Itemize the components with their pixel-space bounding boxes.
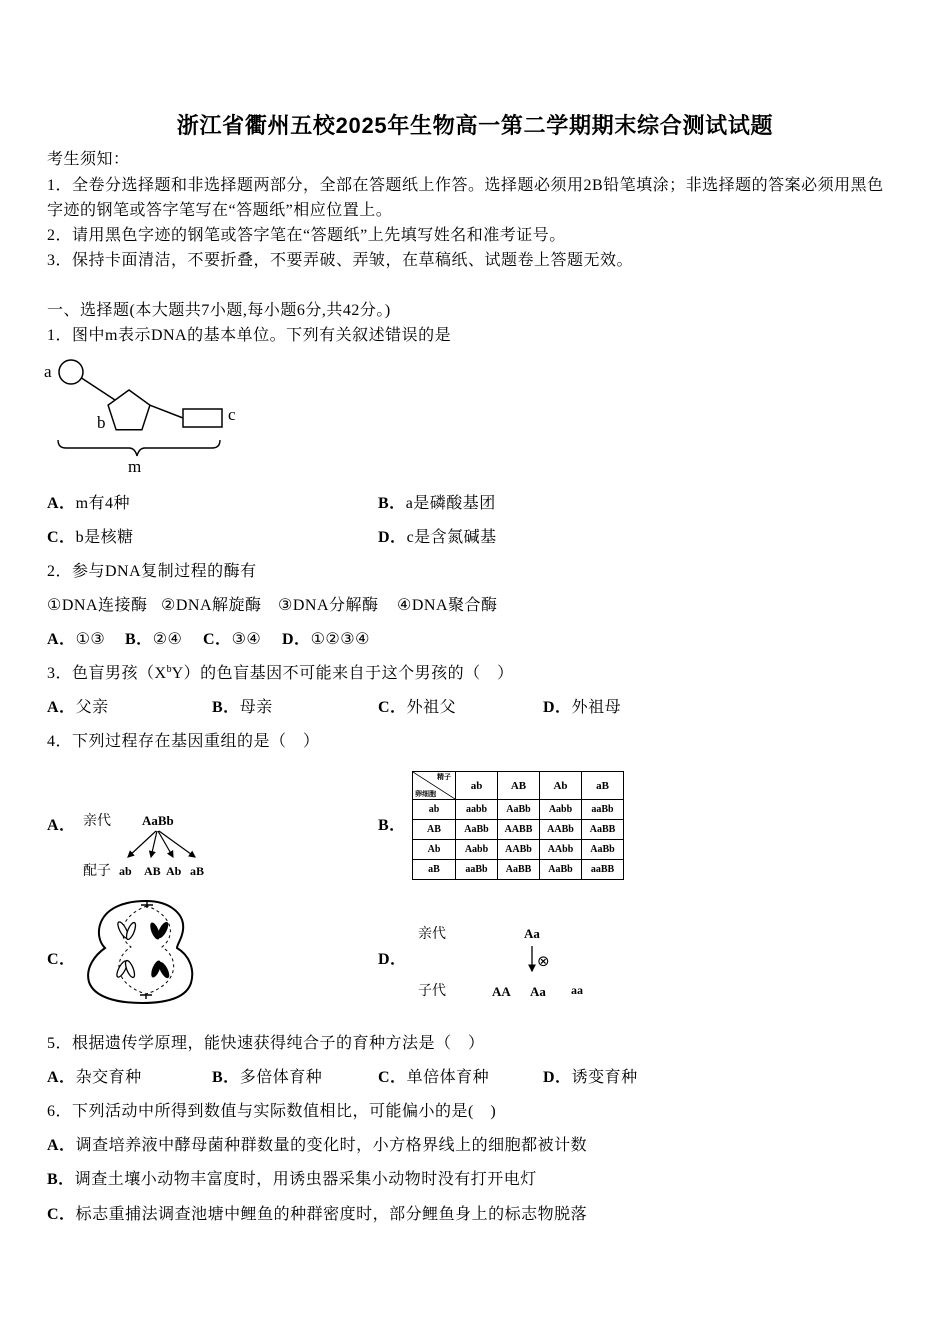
- option-label: A．: [47, 631, 76, 648]
- table-cell: AaBb: [456, 820, 498, 840]
- notice-line-1: 1．全卷分选择题和非选择题两部分，全部在答题纸上作答。选择题必须用2B铅笔填涂；非选择题的答案必须用黑色: [47, 177, 884, 194]
- cell-membrane-outline: [88, 901, 192, 1003]
- offspring-3: aa: [571, 983, 583, 997]
- table-row: [413, 860, 624, 880]
- option-text: 杂交育种: [75, 1069, 142, 1086]
- document-title: 浙江省衢州五校2025年生物高一第二学期期末综合测试试题: [176, 113, 774, 138]
- q6-option-b: [47, 1170, 537, 1190]
- table-corner-cell: [413, 772, 456, 800]
- offspring-1: AA: [492, 984, 511, 999]
- connector-line-b-c: [150, 405, 183, 418]
- parent-genotype: Aa: [524, 926, 540, 941]
- column-header: ab: [456, 772, 498, 800]
- parent-label: 亲代: [418, 927, 446, 942]
- option-label: D．: [282, 631, 311, 648]
- option-label: C．: [203, 631, 232, 648]
- option-text: 外祖母: [571, 699, 622, 716]
- table-row: [413, 800, 624, 820]
- nucleotide-pentagon-b: [108, 390, 150, 430]
- q1-option-d: [378, 528, 497, 548]
- option-label: B．: [212, 1069, 240, 1086]
- option-text: b是核糖: [75, 529, 134, 546]
- q4-option-a-label: A．: [47, 817, 76, 834]
- table-cell: aaBb: [456, 860, 498, 880]
- section-heading: 一、选择题(本大题共7小题,每小题6分,共42分。): [47, 302, 391, 319]
- option-label: D．: [378, 529, 407, 546]
- q5-option-b: [212, 1068, 322, 1088]
- q5-stem: 5．根据遗传学原理，能快速获得纯合子的育种方法是（ ）: [47, 1035, 485, 1052]
- table-row: [413, 840, 624, 860]
- q3-stem: [47, 664, 514, 684]
- option-text: 标志重捕法调查池塘中鲤鱼的种群密度时，部分鲤鱼身上的标志物脱落: [75, 1206, 588, 1223]
- table-cell: AABb: [540, 820, 582, 840]
- table-header-row: [413, 772, 624, 800]
- table-cell: aaBb: [582, 800, 624, 820]
- offspring-label: 子代: [418, 984, 446, 999]
- option-label: C．: [378, 699, 407, 716]
- option-text: 外祖父: [406, 699, 457, 716]
- row-header: aB: [413, 860, 456, 880]
- table-cell: aabb: [456, 800, 498, 820]
- option-text: m有4种: [75, 495, 131, 512]
- option-label: A．: [47, 699, 76, 716]
- q5-option-a: [47, 1068, 142, 1088]
- row-header: Ab: [413, 840, 456, 860]
- option-label: A．: [47, 495, 76, 512]
- table-cell: aaBB: [582, 860, 624, 880]
- q2-option-c: [203, 630, 261, 650]
- parent-label: 亲代: [83, 814, 111, 829]
- row-header: AB: [413, 820, 456, 840]
- option-text: a是磷酸基团: [405, 495, 496, 512]
- brace-m: [58, 440, 220, 456]
- offspring-2: Aa: [530, 984, 546, 999]
- diagram-label-a: a: [44, 362, 52, 381]
- q2-enzyme-3: ③DNA分解酶: [278, 597, 379, 614]
- option-label: C．: [47, 1206, 76, 1223]
- pole-bottom-mark: [140, 995, 152, 999]
- option-text: 母亲: [239, 699, 273, 716]
- q3-option-a: [47, 698, 109, 718]
- q4-d-selfing-diagram: [410, 915, 600, 1005]
- corner-label-sperm: 精子: [437, 773, 451, 781]
- arrow-to-gamete-3: [158, 831, 173, 857]
- option-text: 调查土壤小动物丰富度时，用诱虫器采集小动物时没有打开电灯: [74, 1171, 537, 1188]
- nucleotide-circle-a: [59, 360, 83, 384]
- q6-stem: 6．下列活动中所得到数值与实际数值相比，可能偏小的是( ): [47, 1103, 497, 1120]
- option-text: c是含氮碱基: [406, 529, 497, 546]
- chromosome-upper-left-white: [116, 921, 137, 941]
- q2-option-a: [47, 630, 105, 650]
- q4-option-c-label: C．: [47, 951, 76, 968]
- option-text: 诱变育种: [571, 1069, 638, 1086]
- q1-nucleotide-diagram: [40, 355, 250, 475]
- q4-option-d-label: D．: [378, 951, 407, 968]
- option-text: ②④: [152, 631, 183, 648]
- option-label: A．: [47, 1069, 76, 1086]
- table-cell: AaBB: [498, 860, 540, 880]
- gamete-1: ab: [119, 864, 132, 878]
- column-header: Ab: [540, 772, 582, 800]
- notice-line-4: 3．保持卡面清洁，不要折叠，不要弄破、弄皱，在草稿纸、试题卷上答题无效。: [47, 252, 634, 269]
- diagram-label-b: b: [97, 413, 106, 432]
- q3-option-c: [378, 698, 456, 718]
- parent-genotype: AaBb: [142, 813, 174, 828]
- gamete-label: 配子: [83, 864, 111, 879]
- connector-line-a-b: [82, 378, 116, 400]
- q4-a-gamete-diagram: [75, 805, 215, 885]
- q3-stem-superscript: b: [166, 664, 172, 675]
- table-cell: AaBb: [540, 860, 582, 880]
- option-label: A．: [47, 1137, 76, 1154]
- q1-option-a: [47, 494, 130, 514]
- q5-option-c: [378, 1068, 489, 1088]
- column-header: aB: [582, 772, 624, 800]
- pole-top-mark: [141, 902, 153, 908]
- table-cell: Aabb: [540, 800, 582, 820]
- arrow-to-gamete-4: [159, 831, 195, 857]
- q2-enzyme-2: ②DNA解旋酶: [161, 597, 262, 614]
- q3-stem-before: 3．色盲男孩（X: [47, 665, 167, 682]
- table-cell: AABb: [498, 840, 540, 860]
- chromosome-lower-left-white: [115, 959, 136, 978]
- gamete-3: Ab: [166, 864, 182, 878]
- q2-enzyme-1: ①DNA连接酶: [47, 597, 148, 614]
- option-text: ③④: [231, 631, 262, 648]
- q3-stem-after: Y）的色盲基因不可能来自于这个男孩的（ ）: [171, 665, 514, 682]
- column-header: AB: [498, 772, 540, 800]
- option-label: B．: [47, 1171, 75, 1188]
- q1-stem: 1．图中m表示DNA的基本单位。下列有关叙述错误的是: [47, 327, 452, 344]
- option-text: ①②③④: [310, 631, 370, 648]
- q2-enzyme-4: ④DNA聚合酶: [397, 597, 498, 614]
- option-text: 父亲: [75, 699, 109, 716]
- table-cell: Aabb: [456, 840, 498, 860]
- option-label: C．: [378, 1069, 407, 1086]
- q6-option-a: [47, 1136, 587, 1156]
- table-cell: AAbb: [540, 840, 582, 860]
- option-label: B．: [125, 631, 153, 648]
- table-cell: AaBB: [582, 820, 624, 840]
- table-cell: AaBb: [582, 840, 624, 860]
- table-cell: AABB: [498, 820, 540, 840]
- option-label: D．: [543, 1069, 572, 1086]
- gamete-4: aB: [190, 864, 205, 878]
- q4-c-dividing-cell-diagram: [80, 895, 200, 1010]
- diagram-label-c: c: [228, 405, 236, 424]
- q5-option-d: [543, 1068, 638, 1088]
- option-label: B．: [212, 699, 240, 716]
- chromosome-upper-right-black: [148, 920, 170, 940]
- table-cell: AaBb: [498, 800, 540, 820]
- notice-line-3: 2．请用黑色字迹的钢笔或答字笔在“答题纸”上先填写姓名和准考证号。: [47, 227, 566, 244]
- corner-label-egg: 卵细胞: [415, 790, 436, 798]
- table-row: [413, 820, 624, 840]
- q3-option-b: [212, 698, 273, 718]
- option-label: B．: [378, 495, 406, 512]
- option-label: C．: [47, 529, 76, 546]
- gamete-2: AB: [144, 864, 161, 878]
- selfing-symbol: ⊗: [537, 952, 550, 970]
- q6-option-c: [47, 1205, 587, 1225]
- q2-option-b: [125, 630, 182, 650]
- punnett-square-table: [412, 771, 624, 880]
- option-text: 单倍体育种: [406, 1069, 490, 1086]
- nucleotide-rectangle-c: [183, 409, 222, 427]
- q4-option-b-label: B．: [378, 817, 406, 834]
- option-text: ①③: [75, 631, 106, 648]
- q1-option-b: [378, 494, 496, 514]
- q1-option-c: [47, 528, 134, 548]
- option-text: 调查培养液中酵母菌种群数量的变化时，小方格界线上的细胞都被计数: [75, 1137, 588, 1154]
- notice-line-2: 字迹的钢笔或答字笔写在“答题纸”相应位置上。: [47, 202, 393, 219]
- chromosome-lower-right-black: [149, 959, 171, 979]
- option-label: D．: [543, 699, 572, 716]
- option-text: 多倍体育种: [239, 1069, 323, 1086]
- q2-stem: 2．参与DNA复制过程的酶有: [47, 563, 257, 580]
- q2-option-d: [282, 630, 370, 650]
- q4-stem: 4．下列过程存在基因重组的是（ ）: [47, 733, 320, 750]
- row-header: ab: [413, 800, 456, 820]
- diagram-label-m: m: [128, 457, 142, 476]
- q3-option-d: [543, 698, 621, 718]
- spindle-outline: [119, 906, 174, 994]
- notice-heading: 考生须知：: [47, 151, 130, 168]
